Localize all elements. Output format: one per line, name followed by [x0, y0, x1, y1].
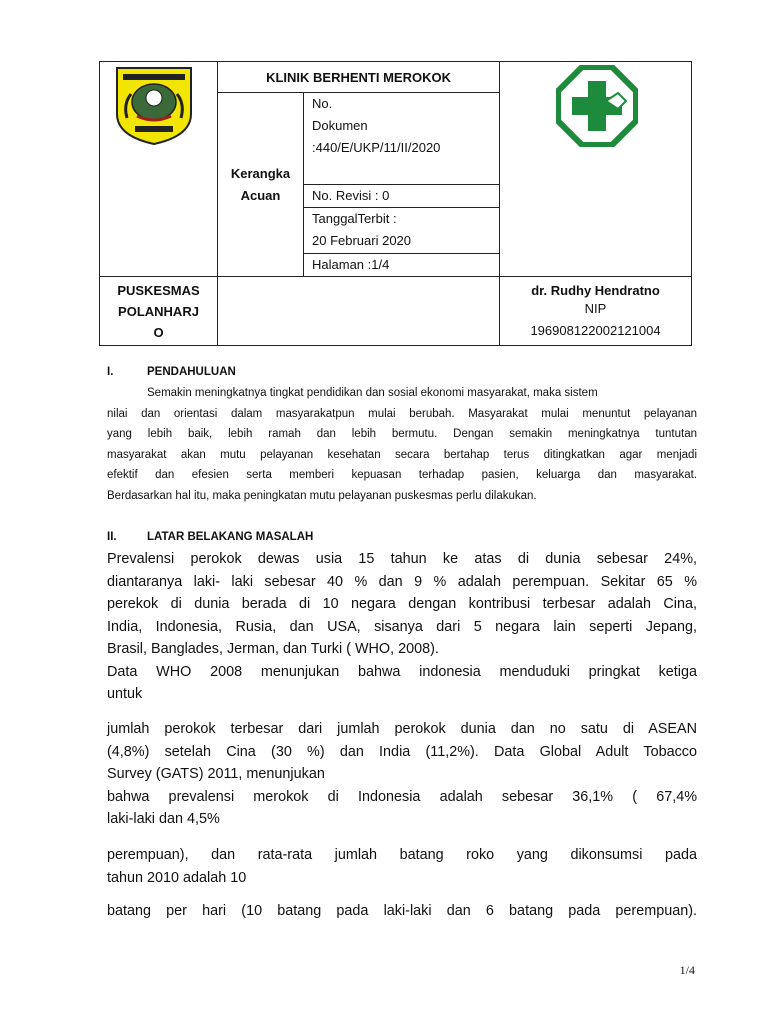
right-logo-cell: [500, 62, 692, 277]
s2-line: tahun 2010 adalah 10: [107, 869, 247, 886]
doc-no-value: :440/E/UKP/11/II/2020: [312, 140, 441, 155]
revision-cell: No. Revisi : 0: [304, 185, 500, 208]
s1-line: nilai dan orientasi dalam masyarakatpun mulai berubah. Masyarakat mulai menuntut pelayanan: [107, 407, 697, 420]
s2-line: untuk: [107, 686, 143, 702]
s2-line: Survey (GATS) 2011, menunjukan: [107, 766, 325, 782]
s2-line: Prevalensi perokok dewas usia 15 tahun ke atas di dunia sebesar 24%,: [107, 551, 697, 567]
page-count-cell: Halaman :1/4: [304, 254, 500, 277]
acuan-label: Acuan: [240, 187, 281, 203]
section-1-body: [107, 383, 697, 507]
section-2-paragraph-2: [107, 718, 697, 831]
empty-cell: [218, 277, 500, 346]
doc-no-line1: No.: [312, 96, 333, 111]
s1-line: Berdasarkan hal itu, maka peningkatan mutu pelayanan puskesmas perlu dilakukan.: [107, 489, 537, 502]
regional-emblem-icon: [109, 64, 199, 146]
nip-value: 196908122002121004: [530, 323, 661, 338]
section-2-number: II.: [107, 531, 117, 543]
section-2-title: LATAR BELAKANG MASALAH: [147, 531, 314, 543]
s1-line: efektif dan efesien serta memberi kepuasan terhadap pasien, keluarga dan masyarakat.: [107, 469, 697, 482]
publish-date-value: 20 Februari 2020: [312, 233, 412, 248]
document-title: KLINIK BERHENTI MEROKOK: [218, 62, 500, 93]
s1-line: yang lebih baik, lebih ramah dan lebih bermutu. Dengan semakin meningkatnya tuntutan: [107, 428, 697, 441]
s2-line: Brasil, Banglades, Jerman, dan Turki ( WHO, 2008).: [107, 641, 439, 657]
section-2-heading: [107, 531, 313, 543]
puskesmas-cross-icon: [556, 65, 638, 147]
section-1-title: PENDAHULUAN: [147, 366, 236, 378]
s2-line: (4,8%) setelah Cina (30 %) dan India (11,2%). Data Global Adult Tobacco: [107, 743, 697, 760]
publish-date-label: TanggalTerbit :: [312, 211, 397, 226]
section-2-paragraph-4: [107, 900, 697, 923]
doctor-name: dr. Rudhy Hendratno: [531, 283, 660, 298]
publish-date-cell: [304, 208, 500, 254]
s1-line: masyarakat akan mutu pelayanan kesehatan secara bertahap terus ditingkatkan agar menjadi: [107, 448, 697, 461]
s2-line: perempuan), dan rata-rata jumlah batang roko yang dikonsumsi pada: [107, 847, 697, 863]
puskesmas-name-cell: [100, 277, 218, 346]
page-number: 1/4: [679, 963, 695, 977]
s2-line: India, Indonesia, Rusia, dan USA, sisanya dari 5 negara lain seperti Jepang,: [107, 618, 697, 635]
puskesmas-line1: PUSKESMAS: [117, 282, 200, 298]
section-1-number: I.: [107, 366, 114, 378]
s2-line: perekok di dunia berada di 10 negara dengan kontribusi terbesar adalah Cina,: [107, 596, 697, 612]
s2-line: Data WHO 2008 menunjukan bahwa indonesia menduduki pringkat ketiga: [107, 663, 697, 680]
document-header-table: [99, 61, 692, 346]
puskesmas-line3: O: [153, 324, 164, 340]
s2-line: batang per hari (10 batang pada laki-laki dan 6 batang pada perempuan).: [107, 903, 697, 919]
kerangka-acuan-cell: [218, 93, 304, 277]
doc-no-line2: Dokumen: [312, 118, 368, 133]
section-2-paragraph-3: [107, 844, 697, 889]
kerangka-label: Kerangka: [230, 165, 291, 181]
s2-line: laki-laki dan 4,5%: [107, 811, 220, 827]
s2-line: diantaranya laki- laki sebesar 40 % dan 9 % adalah perempuan. Sekitar 65 %: [107, 573, 697, 590]
left-logo-cell: [100, 62, 218, 277]
puskesmas-line2: POLANHARJ: [118, 303, 199, 319]
s2-line: jumlah perokok terbesar dari jumlah perokok dunia dan no satu di ASEAN: [107, 721, 697, 737]
s2-line: bahwa prevalensi merokok di Indonesia adalah sebesar 36,1% ( 67,4%: [107, 788, 697, 805]
doc-number-cell: [304, 93, 500, 185]
s1-line: Semakin meningkatnya tingkat pendidikan dan sosial ekonomi masyarakat, maka sistem: [147, 387, 598, 399]
section-2-paragraph-1: [107, 548, 697, 706]
nip-label: NIP: [584, 301, 607, 316]
head-signatory-cell: [500, 277, 692, 346]
section-1-heading: [107, 366, 236, 378]
